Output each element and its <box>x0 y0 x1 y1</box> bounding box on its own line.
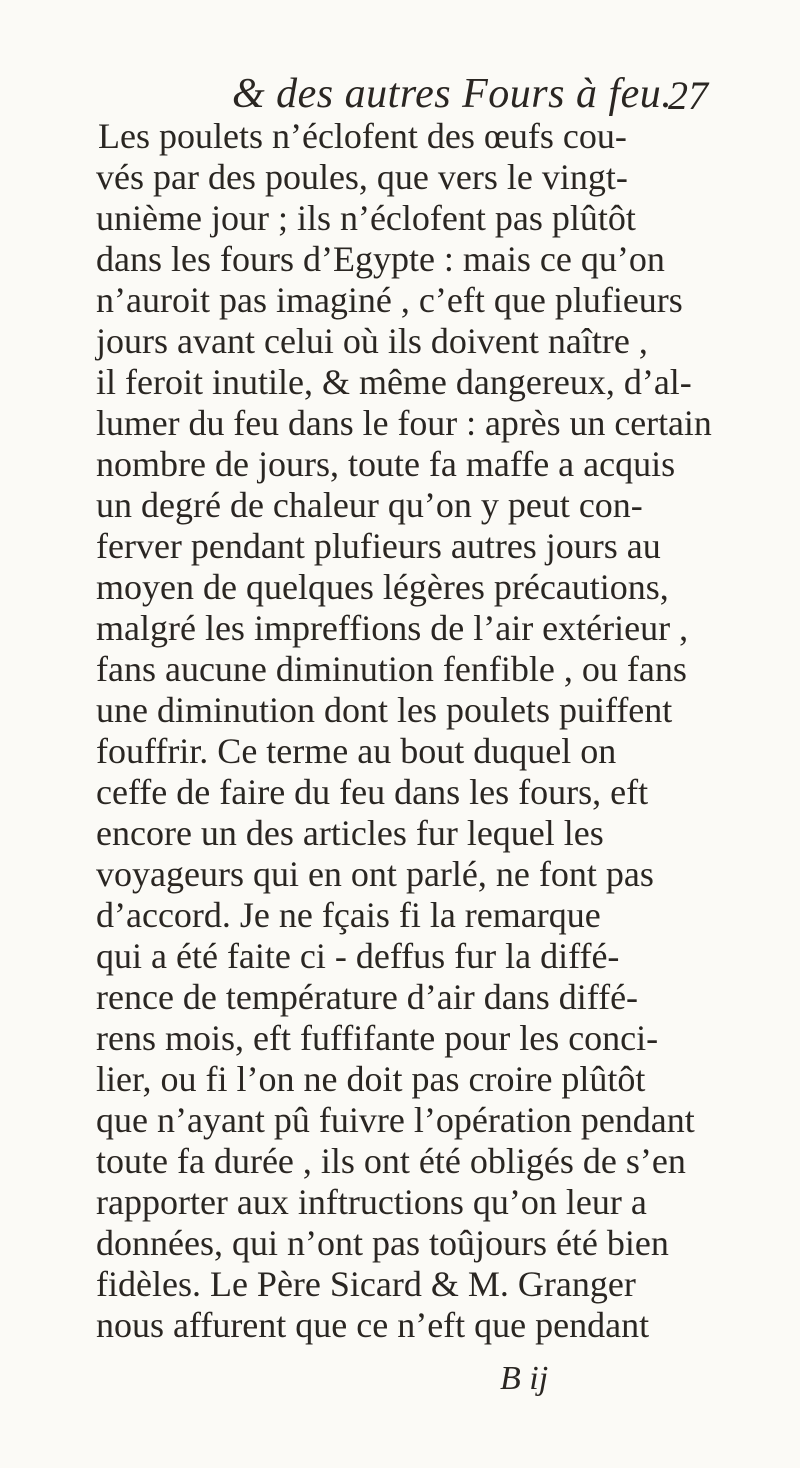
text-line: données, qui n’ont pas toûjours été bien <box>96 1223 669 1263</box>
running-head: & des autres Fours à feu. <box>232 71 673 117</box>
text-line: Les poulets n’éclofent des œufs cou- <box>98 116 627 156</box>
text-line: fans aucune diminution fenfible , ou fans <box>96 649 687 689</box>
text-line: fouffrir. Ce terme au bout duquel on <box>96 731 617 771</box>
text-line: toute fa durée , ils ont été obligés de s’en <box>96 1141 686 1181</box>
text-line: vés par des poules, que vers le vingt- <box>96 157 628 197</box>
text-line: il feroit inutile, & même dangereux, d’al- <box>96 362 692 402</box>
text-line: jours avant celui où ils doivent naître , <box>96 321 648 361</box>
text-line: lier, ou fi l’on ne doit pas croire plûtôt <box>96 1059 646 1099</box>
text-line: unième jour ; ils n’éclofent pas plûtôt <box>96 198 636 238</box>
text-line: nombre de jours, toute fa maffe a acquis <box>96 444 676 484</box>
text-line: nous affurent que ce n’eft que pendant <box>96 1305 650 1345</box>
text-line: ceffe de faire du feu dans les fours, eft <box>96 772 649 812</box>
text-line: encore un des articles fur lequel les <box>96 813 604 853</box>
text-line: ferver pendant plufieurs autres jours au <box>96 526 661 566</box>
text-line: malgré les impreffions de l’air extérieur , <box>96 608 689 648</box>
text-line: que n’ayant pû fuivre l’opération pendant <box>96 1100 695 1140</box>
text-line: n’auroit pas imaginé , c’eft que plufieurs <box>96 280 683 320</box>
page-header <box>0 62 800 122</box>
page-number: 27 <box>668 73 708 118</box>
text-line: dans les fours d’Egypte : mais ce qu’on <box>96 239 665 279</box>
text-line: rens mois, eft fuffifante pour les conci- <box>96 1018 659 1058</box>
text-line: qui a été faite ci - deffus fur la diffé- <box>96 936 620 976</box>
text-line: rence de température d’air dans diffé- <box>96 977 639 1017</box>
text-line: moyen de quelques légères précautions, <box>96 567 669 607</box>
text-line: d’accord. Je ne fçais fi la remarque <box>96 895 601 935</box>
text-line: fidèles. Le Père Sicard & M. Granger <box>96 1264 636 1304</box>
text-line: voyageurs qui en ont parlé, ne font pas <box>96 854 654 894</box>
text-line: lumer du feu dans le four : après un certain <box>96 403 712 443</box>
text-line: un degré de chaleur qu’on y peut con- <box>96 485 643 525</box>
text-line: rapporter aux inftructions qu’on leur a <box>96 1182 647 1222</box>
signature-mark: B ij <box>500 1360 549 1397</box>
text-line: une diminution dont les poulets puiffent <box>96 690 673 730</box>
